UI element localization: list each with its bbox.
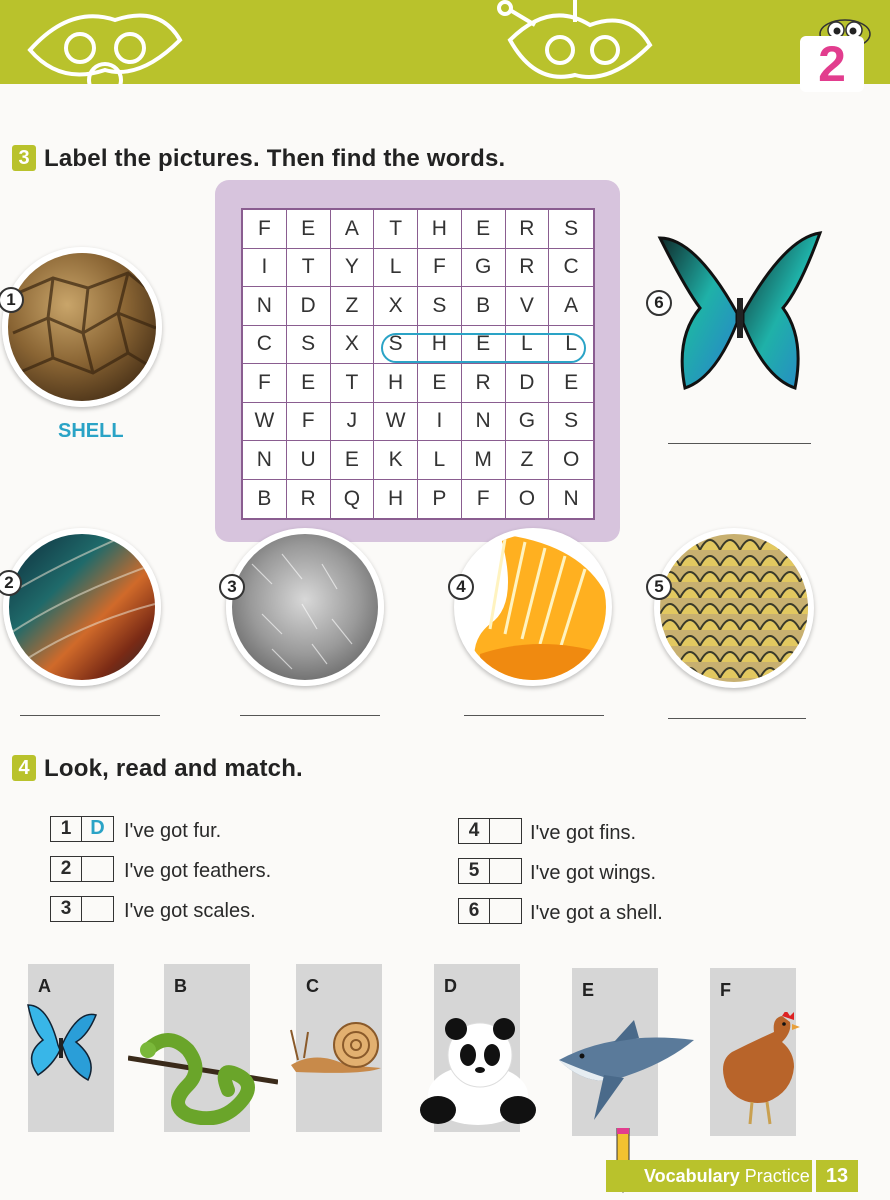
feather-texture-icon [9, 534, 155, 680]
wordsearch-cell[interactable]: N [243, 287, 287, 326]
match-box-6[interactable] [458, 898, 522, 924]
wordsearch-cell[interactable]: R [462, 364, 506, 403]
found-word-highlight [381, 333, 586, 363]
wordsearch-cell[interactable]: V [506, 287, 550, 326]
wordsearch-cell[interactable]: S [549, 210, 593, 249]
answer-letter[interactable] [490, 819, 521, 843]
wordsearch-cell[interactable]: W [243, 403, 287, 442]
card-letter-d: D [444, 976, 457, 996]
wordsearch-cell[interactable]: L [374, 249, 418, 288]
wordsearch-cell[interactable]: E [462, 326, 506, 365]
answer-line-4[interactable] [464, 715, 604, 716]
wordsearch-cell[interactable]: N [462, 403, 506, 442]
match-box-3[interactable] [50, 896, 114, 922]
wordsearch-cell[interactable]: E [331, 441, 375, 480]
wordsearch-cell[interactable]: T [374, 210, 418, 249]
card-letter-a: A [38, 976, 51, 996]
wordsearch-cell[interactable]: U [287, 441, 331, 480]
answer-letter[interactable] [490, 859, 521, 883]
page-number: 13 [816, 1160, 858, 1192]
wordsearch-cell[interactable]: H [418, 210, 462, 249]
wordsearch-cell[interactable]: O [506, 480, 550, 519]
snail-icon [286, 1010, 391, 1075]
wordsearch-cell[interactable]: H [374, 364, 418, 403]
item-number: 3 [51, 897, 82, 921]
panda-icon [418, 1015, 538, 1125]
match-box-1[interactable] [50, 816, 114, 842]
wordsearch-cell[interactable]: R [506, 210, 550, 249]
answer-letter[interactable] [490, 899, 521, 923]
wordsearch-cell[interactable]: I [243, 249, 287, 288]
footer-label [606, 1160, 812, 1192]
wordsearch-grid [241, 208, 595, 520]
wordsearch-cell[interactable]: G [506, 403, 550, 442]
shell-texture-icon [8, 253, 158, 403]
wordsearch-cell[interactable]: E [549, 364, 593, 403]
footer-label-bold: Vocabulary [644, 1166, 740, 1186]
item-number: 1 [51, 817, 82, 841]
wordsearch-cell[interactable]: L [506, 326, 550, 365]
wordsearch-cell[interactable]: O [549, 441, 593, 480]
match-text-2: I've got feathers. [124, 860, 272, 882]
wordsearch-cell[interactable]: E [287, 210, 331, 249]
footer-label-rest: Practice [744, 1166, 810, 1186]
picture-number-5: 5 [646, 574, 672, 600]
wordsearch-cell[interactable]: W [374, 403, 418, 442]
picture-number-6: 6 [646, 290, 672, 316]
picture-number-1: 1 [0, 287, 24, 313]
answer-1: SHELL [58, 420, 124, 442]
hen-icon [712, 1012, 804, 1130]
answer-letter[interactable] [82, 897, 113, 921]
match-text-3: I've got scales. [124, 900, 256, 922]
wordsearch-cell[interactable]: F [243, 210, 287, 249]
wordsearch-cell[interactable]: P [418, 480, 462, 519]
unit-number: 2 [800, 36, 864, 92]
item-number: 2 [51, 857, 82, 881]
match-box-5[interactable] [458, 858, 522, 884]
wordsearch-cell[interactable]: M [462, 441, 506, 480]
wordsearch-cell[interactable]: L [549, 326, 593, 365]
wordsearch-cell[interactable]: S [374, 326, 418, 365]
item-number: 4 [459, 819, 490, 843]
owl-outline-decoration-icon [490, 0, 660, 84]
wordsearch-cell[interactable]: R [287, 480, 331, 519]
match-text-4: I've got fins. [530, 822, 637, 844]
wordsearch-cell[interactable]: S [287, 326, 331, 365]
answer-line-5[interactable] [668, 718, 806, 719]
card-letter-e: E [582, 980, 595, 1000]
wordsearch-cell[interactable]: T [287, 249, 331, 288]
picture-fin [454, 528, 612, 686]
wordsearch-cell[interactable]: K [374, 441, 418, 480]
wordsearch-cell[interactable]: I [418, 403, 462, 442]
wordsearch-cell[interactable]: Z [331, 287, 375, 326]
wordsearch-cell[interactable]: C [549, 249, 593, 288]
shark-icon [554, 1020, 699, 1130]
wordsearch-cell[interactable]: L [418, 441, 462, 480]
wordsearch-cell[interactable]: F [462, 480, 506, 519]
section-3-title: Label the pictures. Then find the words. [44, 145, 506, 172]
card-letter-f: F [720, 980, 731, 1000]
wordsearch-cell[interactable]: F [243, 364, 287, 403]
wordsearch-cell[interactable]: A [331, 210, 375, 249]
match-text-1: I've got fur. [124, 820, 222, 842]
section-4-title: Look, read and match. [44, 755, 303, 782]
butterfly-wings-icon [655, 228, 825, 398]
picture-scales [654, 528, 814, 688]
fur-texture-icon [232, 534, 378, 680]
wordsearch-cell[interactable]: B [462, 287, 506, 326]
match-text-6: I've got a shell. [530, 902, 663, 924]
wordsearch-cell[interactable]: E [462, 210, 506, 249]
answer-letter[interactable]: D [90, 817, 105, 839]
butterfly-icon [18, 1000, 108, 1085]
snake-icon [128, 1030, 278, 1125]
wordsearch-cell[interactable]: E [287, 364, 331, 403]
wordsearch-cell[interactable]: G [462, 249, 506, 288]
wordsearch-cell[interactable]: Q [331, 480, 375, 519]
wordsearch-cell[interactable]: Z [506, 441, 550, 480]
match-box-2[interactable] [50, 856, 114, 882]
card-letter-b: B [174, 976, 187, 996]
wordsearch-cell[interactable]: E [418, 364, 462, 403]
wordsearch-cell[interactable]: H [418, 326, 462, 365]
wordsearch-cell[interactable]: S [418, 287, 462, 326]
wordsearch-cell[interactable]: N [243, 441, 287, 480]
fin-icon [460, 534, 606, 680]
wordsearch-cell[interactable]: T [331, 364, 375, 403]
picture-feathers [3, 528, 161, 686]
answer-line-2[interactable] [20, 715, 160, 716]
wordsearch-cell[interactable]: F [418, 249, 462, 288]
wordsearch-cell[interactable]: D [506, 364, 550, 403]
wordsearch-cell[interactable]: B [243, 480, 287, 519]
section-4-number: 4 [12, 755, 36, 781]
wordsearch-cell[interactable]: X [374, 287, 418, 326]
match-box-4[interactable] [458, 818, 522, 844]
card-letter-c: C [306, 976, 319, 996]
owl-outline-decoration-icon [20, 0, 190, 84]
wordsearch-cell[interactable]: J [331, 403, 375, 442]
wordsearch-cell[interactable]: S [549, 403, 593, 442]
wordsearch-cell[interactable]: R [506, 249, 550, 288]
wordsearch-cell[interactable]: Y [331, 249, 375, 288]
wordsearch-cell[interactable]: H [374, 480, 418, 519]
picture-number-2: 2 [0, 570, 22, 596]
picture-number-3: 3 [219, 574, 245, 600]
picture-shell [2, 247, 162, 407]
wordsearch-cell[interactable]: D [287, 287, 331, 326]
answer-line-3[interactable] [240, 715, 380, 716]
wordsearch-cell[interactable]: X [331, 326, 375, 365]
item-number: 5 [459, 859, 490, 883]
answer-letter[interactable] [82, 857, 113, 881]
answer-line-6[interactable] [668, 443, 811, 444]
wordsearch-cell[interactable]: N [563, 486, 579, 510]
scales-texture-icon [660, 534, 808, 682]
match-text-5: I've got wings. [530, 862, 657, 884]
section-3-number: 3 [12, 145, 36, 171]
wordsearch-cell[interactable]: C [243, 326, 287, 365]
header-band [0, 0, 890, 84]
picture-number-4: 4 [448, 574, 474, 600]
item-number: 6 [459, 899, 490, 923]
picture-fur [226, 528, 384, 686]
wordsearch-cell[interactable]: F [287, 403, 331, 442]
wordsearch-cell[interactable]: A [549, 287, 593, 326]
